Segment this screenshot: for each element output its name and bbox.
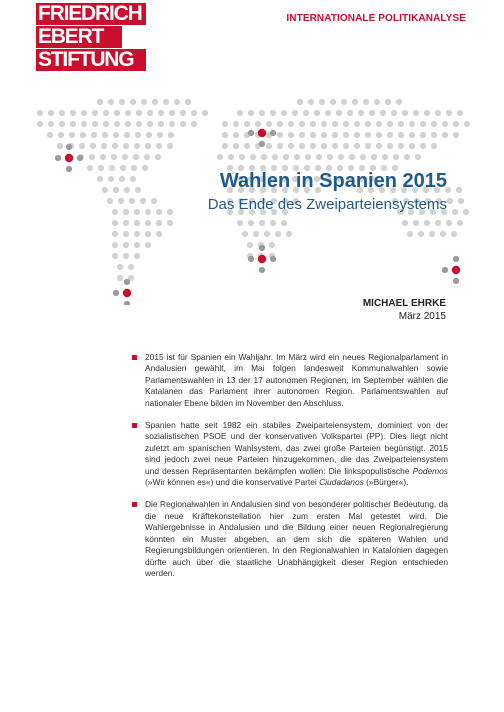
map-dot: [310, 143, 316, 149]
map-dot: [145, 242, 151, 248]
map-dot: [404, 154, 410, 160]
map-dot: [398, 132, 404, 138]
map-dot: [363, 99, 369, 105]
map-dot: [264, 231, 270, 237]
map-dot: [266, 143, 272, 149]
map-dot: [123, 209, 129, 215]
map-dot: [48, 121, 54, 127]
map-dot: [37, 121, 43, 127]
map-dot: [233, 132, 239, 138]
map-dot: [325, 110, 331, 116]
map-dot: [97, 99, 103, 105]
map-dot: [112, 143, 118, 149]
map-dot: [259, 110, 265, 116]
map-dot: [140, 198, 146, 204]
bullet-text: Die Regionalwahlen in Andalusien sind von besonderer politischer Bedeutung, da die neue Kräftekonstellation hier zum ersten Mal getestet wird. Die Wahlergebnisse in Andalusien und die Bildung einer neuen Regionalregierung könnten ein Muster abgeben, an dem sich die späteren Wahlen und Regierungsbildungen orientieren. In den Regionalwahlen in Katalonien dagegen dürfte auch über die staatliche Unabhängigkeit dieser Region entschieden werden.: [145, 499, 448, 578]
map-dot: [92, 121, 98, 127]
map-dot: [380, 110, 386, 116]
map-dot: [123, 289, 131, 297]
map-dot: [222, 143, 228, 149]
map-dot: [147, 121, 153, 127]
map-dot: [97, 176, 103, 182]
map-dot: [191, 110, 197, 116]
map-dot: [222, 132, 228, 138]
map-dot: [391, 110, 397, 116]
map-dot: [385, 99, 391, 105]
logo-line-2: EBERT: [36, 26, 122, 48]
map-dot: [65, 154, 73, 162]
map-dot: [81, 110, 87, 116]
map-dot: [407, 231, 413, 237]
map-dot: [180, 110, 186, 116]
map-dot: [202, 110, 208, 116]
map-dot: [310, 121, 316, 127]
map-dot: [111, 154, 117, 160]
map-dot: [321, 121, 327, 127]
map-dot: [57, 143, 63, 149]
map-dot: [299, 121, 305, 127]
map-dot: [365, 143, 371, 149]
map-dot: [119, 99, 125, 105]
map-dot: [259, 267, 265, 273]
map-dot: [387, 121, 393, 127]
map-dot: [145, 220, 151, 226]
map-dot: [431, 121, 437, 127]
map-dot: [299, 132, 305, 138]
map-dot: [402, 110, 408, 116]
map-dot: [156, 231, 162, 237]
map-dot: [169, 110, 175, 116]
map-dot: [81, 121, 87, 127]
map-dot: [133, 154, 139, 160]
map-dot: [145, 143, 151, 149]
map-dot: [247, 242, 253, 248]
map-dot: [305, 154, 311, 160]
map-dot: [112, 209, 118, 215]
map-dot: [431, 143, 437, 149]
map-dot: [124, 279, 130, 285]
map-dot: [266, 121, 272, 127]
publication-date: März 2015: [398, 311, 446, 322]
map-dot: [102, 132, 108, 138]
map-dot: [376, 121, 382, 127]
map-dot: [120, 165, 126, 171]
map-dot: [147, 110, 153, 116]
map-dot: [134, 242, 140, 248]
map-dot: [303, 110, 309, 116]
map-dot: [107, 198, 113, 204]
map-dot: [275, 231, 281, 237]
map-dot: [112, 242, 118, 248]
map-dot: [288, 132, 294, 138]
map-dot: [244, 121, 250, 127]
map-dot: [343, 121, 349, 127]
map-dot: [124, 132, 130, 138]
map-dot: [446, 110, 452, 116]
map-dot: [185, 99, 191, 105]
map-dot: [248, 220, 254, 226]
map-dot: [135, 132, 141, 138]
map-dot: [92, 110, 98, 116]
map-dot: [415, 154, 421, 160]
map-dot: [269, 242, 275, 248]
map-dot: [452, 209, 458, 215]
map-dot: [134, 253, 140, 259]
map-dot: [233, 121, 239, 127]
map-dot: [248, 256, 254, 262]
map-dot: [376, 132, 382, 138]
map-dot: [151, 198, 157, 204]
map-dot: [239, 154, 245, 160]
party-name-ciudadanos: Ciudadanos: [319, 477, 364, 488]
map-dot: [360, 154, 366, 160]
bullet-square-icon: [132, 355, 137, 360]
map-dot: [451, 231, 457, 237]
map-dot: [349, 154, 355, 160]
map-dot: [446, 220, 452, 226]
map-dot: [316, 154, 322, 160]
map-dot: [37, 110, 43, 116]
map-dot: [365, 132, 371, 138]
map-dot: [308, 99, 314, 105]
map-dot: [396, 99, 402, 105]
map-dot: [156, 209, 162, 215]
map-dot: [228, 154, 234, 160]
map-dot: [299, 143, 305, 149]
map-dot: [123, 143, 129, 149]
map-dot: [310, 132, 316, 138]
map-dot: [413, 220, 419, 226]
map-dot: [250, 154, 256, 160]
map-dot: [123, 231, 129, 237]
bullet-square-icon: [132, 502, 137, 507]
map-dot: [130, 99, 136, 105]
map-dot: [270, 130, 276, 136]
map-dot: [314, 110, 320, 116]
map-dot: [70, 110, 76, 116]
map-dot: [136, 110, 142, 116]
map-dot: [134, 209, 140, 215]
map-dot: [358, 110, 364, 116]
map-dot: [125, 121, 131, 127]
series-label: INTERNATIONALE POLITIKANALYSE: [286, 13, 466, 24]
map-dot: [180, 121, 186, 127]
map-dot: [87, 165, 93, 171]
map-dot: [420, 132, 426, 138]
map-dot: [123, 242, 129, 248]
map-dot: [156, 143, 162, 149]
map-dot: [453, 278, 459, 284]
map-dot: [123, 253, 129, 259]
map-dot: [332, 121, 338, 127]
map-dot: [125, 110, 131, 116]
map-dot: [338, 154, 344, 160]
map-dot: [174, 99, 180, 105]
map-dot: [464, 121, 470, 127]
map-dot: [152, 99, 158, 105]
bullet-item: [132, 499, 448, 579]
map-dot: [134, 220, 140, 226]
map-dot: [369, 110, 375, 116]
map-dot: [292, 110, 298, 116]
map-dot: [270, 110, 276, 116]
map-dot: [134, 231, 140, 237]
bullet-text: 2015 ist für Spanien ein Wahljahr. Im März wird ein neues Regionalparlament in Andalusien gewählt, im Mai folgen landesweit Kommunalwahlen sowie Parlamentswahlen in 13 der 17 autonomen Regionen, im September wählen die Katalanen das Parlament ihrer autonomen Region. Parlamentswahlen auf nationaler Ebene bilden im November den Abschluss.: [145, 352, 448, 408]
map-dot: [420, 143, 426, 149]
map-dot: [343, 132, 349, 138]
map-dot: [77, 155, 83, 161]
map-dot: [452, 266, 460, 274]
map-dot: [453, 132, 459, 138]
map-dot: [91, 132, 97, 138]
map-dot: [158, 121, 164, 127]
map-dot: [113, 187, 119, 193]
map-dot: [374, 99, 380, 105]
map-dot: [327, 154, 333, 160]
map-dot: [456, 187, 462, 193]
map-dot: [237, 220, 243, 226]
map-dot: [393, 154, 399, 160]
map-dot: [402, 220, 408, 226]
map-dot: [100, 154, 106, 160]
map-dot: [112, 231, 118, 237]
map-dot: [457, 220, 463, 226]
map-dot: [145, 231, 151, 237]
map-dot: [272, 154, 278, 160]
map-dot: [442, 267, 448, 273]
map-dot: [66, 166, 72, 172]
map-dot: [286, 231, 292, 237]
map-dot: [343, 143, 349, 149]
map-dot: [142, 165, 148, 171]
map-dot: [89, 154, 95, 160]
map-dot: [330, 99, 336, 105]
map-dot: [365, 121, 371, 127]
map-dot: [119, 176, 125, 182]
map-dot: [47, 132, 53, 138]
bullet-item: [132, 420, 448, 488]
bullet-item: [132, 352, 448, 409]
map-dot: [242, 231, 248, 237]
map-dot: [58, 132, 64, 138]
map-dot: [101, 143, 107, 149]
map-dot: [457, 110, 463, 116]
map-dot: [435, 220, 441, 226]
map-dot: [424, 220, 430, 226]
map-dot: [387, 132, 393, 138]
map-dot: [442, 121, 448, 127]
map-dot: [321, 132, 327, 138]
map-dot: [112, 253, 118, 259]
map-dot: [144, 154, 150, 160]
map-dot: [135, 187, 141, 193]
map-dot: [113, 290, 119, 296]
map-dot: [122, 154, 128, 160]
map-dot: [277, 121, 283, 127]
map-dot: [376, 143, 382, 149]
map-dot: [167, 143, 173, 149]
map-dot: [288, 121, 294, 127]
logo-line-1: FRIEDRICH: [36, 3, 146, 25]
map-dot: [283, 154, 289, 160]
logo-line-3: STIFTUNG: [36, 49, 146, 71]
map-dot: [413, 110, 419, 116]
map-dot: [281, 110, 287, 116]
map-dot: [294, 154, 300, 160]
map-dot: [124, 187, 130, 193]
map-dot: [288, 143, 294, 149]
map-dot: [124, 301, 130, 305]
map-dot: [98, 165, 104, 171]
map-dot: [258, 255, 266, 263]
map-dot: [332, 143, 338, 149]
map-dot: [145, 209, 151, 215]
map-dot: [398, 121, 404, 127]
map-dot: [418, 231, 424, 237]
map-dot: [117, 264, 123, 270]
map-dot: [420, 121, 426, 127]
map-dot: [347, 110, 353, 116]
map-dot: [55, 155, 61, 161]
map-dot: [371, 154, 377, 160]
map-dot: [128, 264, 134, 270]
map-dot: [109, 165, 115, 171]
map-dot: [118, 198, 124, 204]
map-dot: [435, 110, 441, 116]
map-dot: [158, 110, 164, 116]
map-dot: [103, 121, 109, 127]
map-dot: [136, 121, 142, 127]
map-dot: [59, 121, 65, 127]
map-dot: [453, 256, 459, 262]
map-dot: [156, 220, 162, 226]
map-dot: [80, 132, 86, 138]
map-dot: [59, 110, 65, 116]
map-dot: [352, 99, 358, 105]
map-dot: [108, 176, 114, 182]
page-title: Wahlen in Spanien 2015: [219, 170, 447, 192]
map-dot: [270, 220, 276, 226]
map-dot: [258, 129, 266, 137]
map-dot: [319, 99, 325, 105]
map-dot: [270, 256, 276, 262]
map-dot: [409, 143, 415, 149]
map-dot: [387, 143, 393, 149]
map-dot: [130, 176, 136, 182]
map-dot: [248, 110, 254, 116]
map-dot: [217, 154, 223, 160]
map-dot: [233, 143, 239, 149]
map-dot: [453, 121, 459, 127]
map-dot: [429, 231, 435, 237]
bullet-text: Spanien hatte seit 1982 ein stabiles Zweiparteiensystem, dominiert von der sozialistischen PSOE und der konservativen Volkspartei (PP). Dies liegt nicht zuletzt am spanischen Wahlsystem, das zwei große Parteien begünstigt. 2015 sind jedoch zwei neue Parteien hinzugekommen, die das Zweiparteiensystem und dessen Repräsentanten bekämpfen wollen: Die linkspopulistische: [145, 420, 448, 476]
map-dot: [463, 209, 469, 215]
map-dot: [253, 231, 259, 237]
map-dot: [114, 110, 120, 116]
map-dot: [70, 121, 76, 127]
map-dot: [157, 132, 163, 138]
map-dot: [261, 154, 267, 160]
map-dot: [354, 143, 360, 149]
map-dot: [442, 132, 448, 138]
map-dot: [354, 121, 360, 127]
map-dot: [431, 132, 437, 138]
map-dot: [354, 132, 360, 138]
map-dot: [382, 154, 388, 160]
map-dot: [113, 132, 119, 138]
map-dot: [398, 143, 404, 149]
fes-logo: [36, 3, 146, 73]
map-dot: [48, 110, 54, 116]
map-dot: [167, 209, 173, 215]
bullet-text: (»Wir können es«) und die konservative Partei: [145, 477, 320, 488]
page-subtitle: Das Ende des Zweiparteiensystems: [207, 196, 447, 213]
map-dot: [168, 132, 174, 138]
map-dot: [90, 143, 96, 149]
map-dot: [222, 121, 228, 127]
map-dot: [237, 110, 243, 116]
map-dot: [66, 144, 72, 150]
map-dot: [321, 143, 327, 149]
map-dot: [332, 132, 338, 138]
map-dot: [447, 198, 453, 204]
map-dot: [458, 198, 464, 204]
party-name-podemos: Podemos: [412, 465, 448, 476]
summary-bullets: [132, 352, 448, 590]
map-dot: [103, 110, 109, 116]
map-dot: [79, 143, 85, 149]
map-dot: [255, 121, 261, 127]
map-dot: [409, 121, 415, 127]
map-dot: [129, 198, 135, 204]
map-dot: [259, 245, 265, 251]
map-dot: [163, 99, 169, 105]
map-dot: [167, 220, 173, 226]
map-dot: [281, 220, 287, 226]
map-dot: [409, 132, 415, 138]
map-dot: [440, 231, 446, 237]
map-dot: [191, 121, 197, 127]
author-name: MICHAEL EHRKE: [362, 298, 446, 309]
map-dot: [146, 132, 152, 138]
bullet-square-icon: [132, 423, 137, 428]
map-dot: [114, 121, 120, 127]
map-dot: [112, 220, 118, 226]
map-dot: [277, 132, 283, 138]
map-dot: [102, 187, 108, 193]
map-dot: [69, 132, 75, 138]
map-dot: [259, 220, 265, 226]
map-dot: [123, 220, 129, 226]
map-dot: [341, 99, 347, 105]
map-dot: [336, 110, 342, 116]
map-dot: [277, 143, 283, 149]
map-dot: [131, 165, 137, 171]
map-dot: [244, 143, 250, 149]
map-dot: [155, 154, 161, 160]
map-dot: [248, 130, 254, 136]
map-dot: [117, 275, 123, 281]
map-dot: [141, 99, 147, 105]
map-dot: [424, 110, 430, 116]
map-dot: [169, 121, 175, 127]
map-dot: [134, 143, 140, 149]
map-dot: [108, 99, 114, 105]
map-dot: [297, 99, 303, 105]
bullet-text: (»Bürger«).: [363, 477, 409, 488]
map-dot: [259, 141, 265, 147]
